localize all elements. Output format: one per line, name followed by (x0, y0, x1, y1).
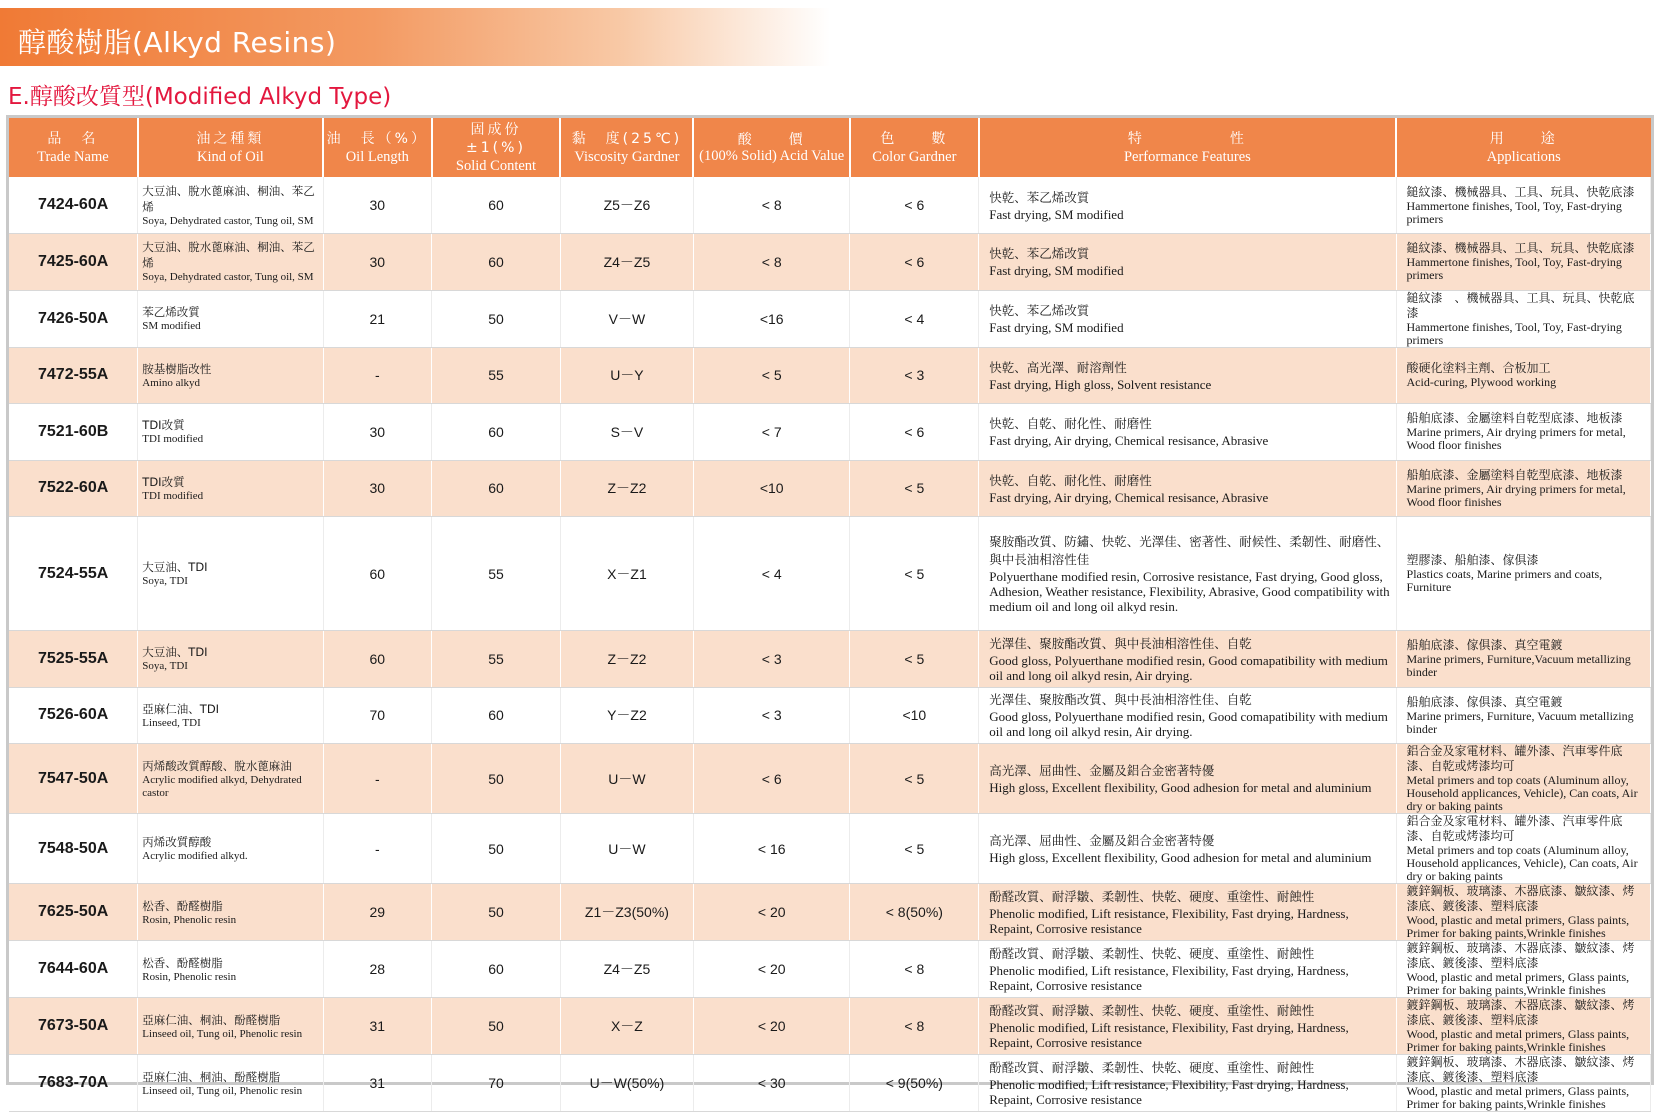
solid-content-cell: 60 (432, 941, 561, 998)
trade-name-cell: 7548-50A (9, 814, 138, 884)
acid-value-cell: < 8 (693, 234, 849, 291)
solid-content-cell: 55 (432, 347, 561, 404)
performance-en: Phenolic modified, Lift resistance, Flexibility, Fast drying, Hardness, Repaint, Corrosive resistance (989, 963, 1349, 993)
applications-en: Wood, plastic and metal primers, Glass paints, Primer for baking paints,Wrinkle finishes (1406, 1084, 1630, 1111)
applications-cell (1396, 177, 1650, 234)
trade-name-cell: 7547-50A (9, 744, 138, 814)
applications-zh: 鎚紋漆 、機械器具、工具、玩具、快乾底漆 (1406, 290, 1635, 320)
performance-en: Fast drying, Air drying, Chemical resisance, Abrasive (989, 489, 1269, 505)
oil-kind-cell (138, 290, 323, 347)
solid-content-cell: 50 (432, 744, 561, 814)
trade-name-cell: 7644-60A (9, 941, 138, 998)
acid-value-cell: < 8 (693, 177, 849, 234)
oil-kind-en: Amino alkyd (142, 376, 201, 389)
oil-length-cell: 30 (323, 177, 432, 234)
table-row (9, 631, 1651, 688)
performance-cell (979, 884, 1396, 941)
oil-kind-zh: 大豆油、TDI (142, 560, 208, 574)
performance-en: Fast drying, SM modified (989, 206, 1124, 222)
oil-kind-en: Acrylic modified alkyd, Dehydrated castor (142, 773, 302, 799)
applications-en: Wood, plastic and metal primers, Glass paints, Primer for baking paints,Wrinkle finishes (1406, 913, 1630, 940)
performance-zh: 酚醛改質、耐浮皺、柔韌性、快乾、硬度、重塗性、耐蝕性 (989, 1060, 1315, 1075)
applications-en: Metal primers and top coats (Aluminum alloy, Household applicances, Vehicle), Can coats, Air dry or baking paints (1406, 773, 1638, 813)
applications-zh: 鍍鋅鋼板、玻璃漆、木器底漆、皺紋漆、烤漆底、鍍後漆、塑料底漆 (1406, 884, 1635, 913)
viscosity-cell: U－Y (560, 347, 693, 404)
performance-cell (979, 941, 1396, 998)
solid-content-cell: 55 (432, 517, 561, 631)
performance-zh: 快乾、高光澤、耐溶劑性 (989, 359, 1127, 375)
color-cell: < 4 (850, 290, 979, 347)
trade-name-cell: 7673-50A (9, 998, 138, 1055)
table-row (9, 290, 1651, 347)
applications-en: Wood, plastic and metal primers, Glass paints, Primer for baking paints,Wrinkle finishes (1406, 970, 1630, 997)
oil-kind-zh: 丙烯酸改質醇酸、脫水蓖麻油 (142, 758, 292, 773)
color-cell: < 8(50%) (850, 884, 979, 941)
oil-kind-en: Soya, TDI (142, 575, 188, 587)
oil-kind-zh: 亞麻仁油、桐油、酚醛樹脂 (142, 1069, 281, 1084)
performance-zh: 快乾、苯乙烯改質 (989, 189, 1090, 205)
oil-kind-en: Soya, Dehydrated castor, Tung oil, SM (142, 214, 314, 227)
oil-kind-zh: 苯乙烯改質 (142, 305, 200, 319)
applications-zh: 鍍鋅鋼板、玻璃漆、木器底漆、皺紋漆、烤漆底、鍍後漆、塑料底漆 (1406, 1055, 1635, 1084)
oil-kind-zh: 亞麻仁油、桐油、酚醛樹脂 (142, 1012, 281, 1027)
page-title: 醇酸樹脂(Alkyd Resins) (18, 26, 337, 59)
performance-zh: 酚醛改質、耐浮皺、柔韌性、快乾、硬度、重塗性、耐蝕性 (989, 1003, 1315, 1018)
oil-length-cell: - (323, 814, 432, 884)
oil-kind-zh: TDI改質 (142, 474, 185, 489)
applications-zh: 鋁合金及家電材料、罐外漆、汽車零件底漆、自乾或烤漆均可 (1406, 744, 1623, 773)
performance-en: Polyuerthane modified resin, Corrosive resistance, Fast drying, Good gloss, Adhesion, Weather resistance, Flexibility, Abrasive, Good compatibility with medium oil and long oil alkyd resin. (989, 569, 1390, 614)
oil-kind-cell (138, 744, 323, 814)
color-cell: < 5 (850, 631, 979, 688)
color-cell: < 6 (850, 177, 979, 234)
viscosity-cell: U－W (560, 814, 693, 884)
table-row (9, 687, 1651, 744)
viscosity-cell: X－Z (560, 998, 693, 1055)
acid-value-cell: < 6 (693, 744, 849, 814)
acid-value-cell: < 20 (693, 884, 849, 941)
viscosity-cell: Z－Z2 (560, 460, 693, 517)
performance-cell (979, 404, 1396, 461)
applications-cell (1396, 687, 1650, 744)
applications-cell (1396, 234, 1650, 291)
color-cell: < 9(50%) (850, 1055, 979, 1112)
oil-length-cell: 29 (323, 884, 432, 941)
performance-en: Good gloss, Polyuerthane modified resin, Good comapatibility with medium oil and long oil alkyd resin, Air drying. (989, 709, 1388, 740)
applications-cell (1396, 941, 1650, 998)
acid-value-cell: < 20 (693, 941, 849, 998)
oil-kind-cell (138, 631, 323, 688)
header-kind-of-oil: 油之種類 Kind of Oil (138, 118, 323, 177)
oil-kind-zh: 亞麻仁油、TDI (142, 701, 220, 716)
header-performance: 特 性 Performance Features (979, 118, 1396, 177)
applications-cell (1396, 744, 1650, 814)
viscosity-cell: Z1－Z3(50%) (560, 884, 693, 941)
trade-name-cell: 7426-50A (9, 290, 138, 347)
acid-value-cell: <10 (693, 460, 849, 517)
performance-en: Phenolic modified, Lift resistance, Flexibility, Fast drying, Hardness, Repaint, Corrosive resistance (989, 906, 1349, 936)
color-cell: < 3 (850, 347, 979, 404)
title-banner (0, 8, 830, 66)
oil-kind-zh: TDI改質 (142, 418, 185, 433)
viscosity-cell: V－W (560, 290, 693, 347)
performance-cell (979, 1055, 1396, 1112)
oil-kind-en: Soya, TDI (142, 660, 188, 673)
applications-en: Marine primers, Air drying primers for metal, Wood floor finishes (1406, 425, 1626, 453)
oil-kind-zh: 松香、酚醛樹脂 (142, 955, 223, 970)
oil-kind-en: Rosin, Phenolic resin (142, 970, 237, 983)
oil-kind-en: Linseed oil, Tung oil, Phenolic resin (142, 1084, 303, 1097)
applications-zh: 船舶底漆、金屬塗料自乾型底漆、地板漆 (1406, 467, 1623, 482)
oil-kind-cell (138, 234, 323, 291)
applications-zh: 鎚紋漆、機械器具、工具、玩具、快乾底漆 (1406, 184, 1635, 199)
applications-cell (1396, 884, 1650, 941)
trade-name-cell: 7472-55A (9, 347, 138, 404)
color-cell: <10 (850, 687, 979, 744)
performance-en: Fast drying, SM modified (989, 263, 1124, 279)
performance-zh: 快乾、自乾、耐化性、耐磨性 (989, 416, 1152, 432)
performance-zh: 酚醛改質、耐浮皺、柔韌性、快乾、硬度、重塗性、耐蝕性 (989, 889, 1315, 904)
performance-zh: 光澤佳、聚胺酯改質、與中長油相溶性佳、自乾 (989, 692, 1252, 708)
oil-kind-cell (138, 998, 323, 1055)
solid-content-cell: 60 (432, 404, 561, 461)
applications-zh: 鎚紋漆、機械器具、工具、玩具、快乾底漆 (1406, 241, 1635, 256)
acid-value-cell: < 3 (693, 631, 849, 688)
color-cell: < 5 (850, 460, 979, 517)
solid-content-cell: 50 (432, 884, 561, 941)
trade-name-cell: 7526-60A (9, 687, 138, 744)
applications-zh: 船舶底漆、金屬塗料自乾型底漆、地板漆 (1406, 411, 1623, 426)
oil-kind-cell (138, 1055, 323, 1112)
performance-zh: 高光澤、屈曲性、金屬及鋁合金密著特優 (989, 833, 1215, 848)
applications-cell (1396, 347, 1650, 404)
oil-kind-cell (138, 941, 323, 998)
section-subtitle: E.醇酸改質型(Modified Alkyd Type) (8, 84, 392, 110)
performance-cell (979, 998, 1396, 1055)
oil-kind-en: TDI modified (142, 489, 204, 502)
oil-kind-zh: 丙烯改質醇酸 (142, 835, 212, 849)
trade-name-cell: 7683-70A (9, 1055, 138, 1112)
solid-content-cell: 60 (432, 234, 561, 291)
trade-name-cell: 7525-55A (9, 631, 138, 688)
performance-cell (979, 347, 1396, 404)
oil-kind-en: SM modified (142, 320, 201, 332)
header-viscosity: 黏 度(25℃) Viscosity Gardner (560, 118, 693, 177)
oil-length-cell: - (323, 347, 432, 404)
performance-cell (979, 744, 1396, 814)
product-table-container (6, 115, 1654, 1111)
oil-length-cell: 70 (323, 687, 432, 744)
performance-en: Good gloss, Polyuerthane modified resin, Good comapatibility with medium oil and long oil alkyd resin, Air drying. (989, 652, 1388, 683)
oil-length-cell: 30 (323, 460, 432, 517)
trade-name-cell: 7524-55A (9, 517, 138, 631)
oil-length-cell: 60 (323, 631, 432, 688)
oil-kind-zh: 松香、酚醛樹脂 (142, 898, 223, 913)
viscosity-cell: S－V (560, 404, 693, 461)
applications-cell (1396, 814, 1650, 884)
table-body (9, 177, 1651, 1112)
oil-kind-cell (138, 814, 323, 884)
oil-kind-en: Rosin, Phenolic resin (142, 913, 237, 926)
oil-kind-en: Soya, Dehydrated castor, Tung oil, SM (142, 271, 314, 284)
solid-content-cell: 70 (432, 1055, 561, 1112)
performance-zh: 酚醛改質、耐浮皺、柔韌性、快乾、硬度、重塗性、耐蝕性 (989, 946, 1315, 961)
applications-zh: 塑膠漆、船舶漆、傢俱漆 (1406, 553, 1539, 567)
oil-kind-zh: 大豆油、脫水蓖麻油、桐油、苯乙烯 (142, 240, 315, 271)
oil-kind-cell (138, 404, 323, 461)
header-color: 色 數 Color Gardner (850, 118, 979, 177)
performance-cell (979, 687, 1396, 744)
table-row (9, 814, 1651, 884)
performance-cell (979, 517, 1396, 631)
performance-cell (979, 631, 1396, 688)
applications-en: Marine primers, Furniture,Vacuum metallizing binder (1406, 652, 1631, 680)
trade-name-cell: 7424-60A (9, 177, 138, 234)
table-row (9, 941, 1651, 998)
acid-value-cell: < 5 (693, 347, 849, 404)
applications-zh: 酸硬化塗料主劑、合板加工 (1406, 361, 1551, 376)
performance-zh: 聚胺酯改質、防鏽、快乾、光澤佳、密著性、耐候性、柔韌性、耐磨性、與中長油相溶性佳 (989, 534, 1390, 567)
solid-content-cell: 50 (432, 998, 561, 1055)
oil-kind-cell (138, 884, 323, 941)
color-cell: < 5 (850, 744, 979, 814)
oil-length-cell: 21 (323, 290, 432, 347)
table-row (9, 460, 1651, 517)
performance-cell (979, 234, 1396, 291)
acid-value-cell: < 3 (693, 687, 849, 744)
performance-cell (979, 177, 1396, 234)
acid-value-cell: < 7 (693, 404, 849, 461)
color-cell: < 5 (850, 814, 979, 884)
oil-kind-zh: 胺基樹脂改性 (142, 361, 212, 376)
performance-en: Fast drying, High gloss, Solvent resistance (989, 376, 1212, 392)
oil-kind-en: Linseed, TDI (142, 716, 201, 729)
applications-zh: 船舶底漆、傢俱漆、真空電鍍 (1406, 638, 1563, 653)
applications-cell (1396, 998, 1650, 1055)
applications-cell (1396, 631, 1650, 688)
viscosity-cell: Y－Z2 (560, 687, 693, 744)
performance-en: High gloss, Excellent flexibility, Good adhesion for metal and aluminium (989, 780, 1372, 795)
performance-zh: 高光澤、屈曲性、金屬及鋁合金密著特優 (989, 763, 1215, 778)
performance-en: Fast drying, Air drying, Chemical resisance, Abrasive (989, 433, 1269, 449)
performance-cell (979, 460, 1396, 517)
oil-kind-en: TDI modified (142, 433, 204, 446)
acid-value-cell: < 30 (693, 1055, 849, 1112)
color-cell: < 6 (850, 404, 979, 461)
oil-length-cell: 28 (323, 941, 432, 998)
oil-length-cell: 60 (323, 517, 432, 631)
performance-zh: 快乾、自乾、耐化性、耐磨性 (989, 472, 1152, 488)
table-row (9, 404, 1651, 461)
performance-zh: 快乾、苯乙烯改質 (989, 246, 1090, 262)
viscosity-cell: Z4－Z5 (560, 941, 693, 998)
viscosity-cell: Z4－Z5 (560, 234, 693, 291)
table-row (9, 234, 1651, 291)
oil-kind-cell (138, 460, 323, 517)
table-row (9, 1055, 1651, 1112)
applications-zh: 船舶底漆、傢俱漆、真空電鍍 (1406, 694, 1563, 709)
viscosity-cell: Z5－Z6 (560, 177, 693, 234)
applications-cell (1396, 404, 1650, 461)
solid-content-cell: 55 (432, 631, 561, 688)
solid-content-cell: 60 (432, 687, 561, 744)
product-table (9, 118, 1651, 1112)
applications-en: Wood, plastic and metal primers, Glass paints, Primer for baking paints,Wrinkle finishes (1406, 1027, 1630, 1054)
applications-en: Acid-curing, Plywood working (1406, 375, 1557, 390)
performance-en: Phenolic modified, Lift resistance, Flexibility, Fast drying, Hardness, Repaint, Corrosive resistance (989, 1077, 1349, 1107)
color-cell: < 8 (850, 998, 979, 1055)
performance-en: Phenolic modified, Lift resistance, Flexibility, Fast drying, Hardness, Repaint, Corrosive resistance (989, 1020, 1349, 1050)
performance-zh: 光澤佳、聚胺酯改質、與中長油相溶性佳、自乾 (989, 635, 1252, 651)
applications-zh: 鍍鋅鋼板、玻璃漆、木器底漆、皺紋漆、烤漆底、鍍後漆、塑料底漆 (1406, 998, 1635, 1027)
table-row (9, 347, 1651, 404)
applications-en: Marine primers, Furniture, Vacuum metallizing binder (1406, 708, 1634, 736)
table-row (9, 884, 1651, 941)
solid-content-cell: 50 (432, 290, 561, 347)
header-solid-content: 固成份 ±1(%) Solid Content (432, 118, 561, 177)
applications-en: Hammertone finishes, Tool, Toy, Fast-drying primers (1406, 198, 1622, 226)
oil-length-cell: 30 (323, 404, 432, 461)
oil-kind-cell (138, 517, 323, 631)
acid-value-cell: < 4 (693, 517, 849, 631)
table-header-row (9, 118, 1651, 177)
color-cell: < 8 (850, 941, 979, 998)
color-cell: < 5 (850, 517, 979, 631)
applications-en: Marine primers, Air drying primers for metal, Wood floor finishes (1406, 481, 1626, 509)
performance-en: Fast drying, SM modified (989, 320, 1124, 335)
solid-content-cell: 50 (432, 814, 561, 884)
performance-zh: 快乾、苯乙烯改質 (989, 303, 1090, 318)
header-trade-name: 品 名 Trade Name (9, 118, 138, 177)
applications-en: Hammertone finishes, Tool, Toy, Fast-drying primers (1406, 255, 1622, 283)
oil-length-cell: - (323, 744, 432, 814)
color-cell: < 6 (850, 234, 979, 291)
header-oil-length: 油 長（%） Oil Length (323, 118, 432, 177)
oil-kind-en: Linseed oil, Tung oil, Phenolic resin (142, 1027, 303, 1040)
table-row (9, 998, 1651, 1055)
oil-kind-cell (138, 177, 323, 234)
applications-en: Metal primers and top coats (Aluminum alloy, Household applicances, Vehicle), Can coats, Air dry or baking paints (1406, 843, 1638, 883)
applications-en: Hammertone finishes, Tool, Toy, Fast-drying primers (1406, 319, 1622, 347)
oil-length-cell: 31 (323, 998, 432, 1055)
oil-kind-en: Acrylic modified alkyd. (142, 850, 248, 862)
table-row (9, 744, 1651, 814)
oil-kind-cell (138, 347, 323, 404)
performance-cell (979, 814, 1396, 884)
solid-content-cell: 60 (432, 460, 561, 517)
oil-kind-zh: 大豆油、脫水蓖麻油、桐油、苯乙烯 (142, 183, 315, 214)
applications-cell (1396, 290, 1650, 347)
trade-name-cell: 7625-50A (9, 884, 138, 941)
trade-name-cell: 7521-60B (9, 404, 138, 461)
trade-name-cell: 7425-60A (9, 234, 138, 291)
oil-kind-cell (138, 687, 323, 744)
header-applications: 用 途 Applications (1396, 118, 1650, 177)
oil-kind-zh: 大豆油、TDI (142, 645, 208, 660)
viscosity-cell: U－W(50%) (560, 1055, 693, 1112)
performance-en: High gloss, Excellent flexibility, Good adhesion for metal and aluminium (989, 850, 1372, 865)
applications-cell (1396, 517, 1650, 631)
applications-cell (1396, 460, 1650, 517)
viscosity-cell: U－W (560, 744, 693, 814)
applications-zh: 鍍鋅鋼板、玻璃漆、木器底漆、皺紋漆、烤漆底、鍍後漆、塑料底漆 (1406, 941, 1635, 970)
oil-length-cell: 31 (323, 1055, 432, 1112)
trade-name-cell: 7522-60A (9, 460, 138, 517)
solid-content-cell: 60 (432, 177, 561, 234)
viscosity-cell: Z－Z2 (560, 631, 693, 688)
applications-zh: 鋁合金及家電材料、罐外漆、汽車零件底漆、自乾或烤漆均可 (1406, 814, 1623, 843)
table-row (9, 517, 1651, 631)
acid-value-cell: < 20 (693, 998, 849, 1055)
performance-cell (979, 290, 1396, 347)
acid-value-cell: <16 (693, 290, 849, 347)
applications-en: Plastics coats, Marine primers and coats, Furniture (1406, 567, 1603, 594)
header-acid-value: 酸 價 (100% Solid) Acid Value (693, 118, 849, 177)
acid-value-cell: < 16 (693, 814, 849, 884)
table-row (9, 177, 1651, 234)
applications-cell (1396, 1055, 1650, 1112)
viscosity-cell: X－Z1 (560, 517, 693, 631)
oil-length-cell: 30 (323, 234, 432, 291)
